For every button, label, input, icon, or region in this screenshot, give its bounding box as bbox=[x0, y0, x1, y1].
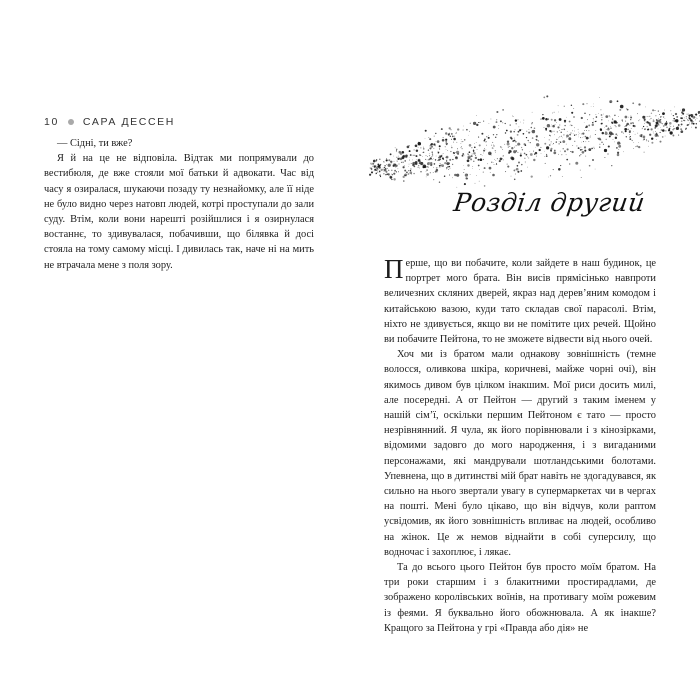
first-paragraph-text: ерше, що ви побачите, коли зайдете в наш будинок, це портрет мого брата. Він висів прямісінько навпроти величезних скляних дверей, якраз над дерев’яним комодом і китайською вазою, куди тато складав свої парасолі. Втім, ніхто не здивується, якщо ви не помітите цих речей. Щойно ви побачите Пейтона, то не зможете відвести від нього очей. bbox=[384, 258, 656, 346]
chapter-title: Розділ другий bbox=[451, 188, 647, 217]
separator-dot-icon bbox=[68, 119, 74, 125]
first-paragraph bbox=[384, 256, 656, 347]
ink-splatter-decoration bbox=[360, 90, 700, 200]
author-name: САРА ДЕССЕН bbox=[82, 116, 175, 128]
paragraph: — Сідні, ти вже? bbox=[57, 138, 133, 149]
paragraph: Та до всього цього Пейтон був просто моїм братом. На три роки старшим і з блакитними простирадлами, де зображено королівських воїнів, на противагу моїм рожевим із феями. Я буквально його обожнювала. А як інакше? Кращого за Пейтона у грі «Правда або дія» не bbox=[384, 562, 656, 634]
paragraph: Хоч ми із братом мали однакову зовнішність (темне волосся, оливкова шкіра, коричневі, майже чорні очі), він якимось дивом був цілком інакшим. Мої риси досить милі, але посередні. А от Пейтон — другий з таким іменем у нашій сім’ї, оскільки першим Пейтоном є тато — просто незрівнянний. Я чула, як його порівнювали і з кінозірками, відомими задовго до мого народження, і з вигаданими персонажами, які мандрували шотландськими болотами. Упевнена, що в дитинстві мій брат навіть не здогадувався, як сильно на нього звертали увагу в супермаркетах чи в чергах на пошті. Мені було цікаво, що він відчув, коли раптом усвідомив, як його зовнішність впливає на людей, особливо на жінок. Це ж немов віднайти в собі суперсилу, що водночас і захоплює, і лякає. bbox=[384, 349, 656, 558]
paragraph: Я й на це не відповіла. Відтак ми попрямували до вестибюля, де вже стояли мої батьки й адвокати. Час від часу я озиралася, шукаючи позаду ту незнайомку, але її ніде не було видно через натовп людей, котрі проступали до зали суду. Втім, коли вони нарешті розійшлися і я озирнулася востаннє, то здивувалася, побачивши, що білявка й досі стояла на тому самому місці. І дивилась так, наче ні на мить не втрачала мене з поля зору. bbox=[44, 153, 314, 271]
running-head bbox=[44, 116, 175, 128]
left-body-text bbox=[44, 136, 314, 273]
page-number: 10 bbox=[44, 116, 59, 128]
drop-cap: П bbox=[384, 254, 404, 284]
right-body-text bbox=[384, 256, 656, 636]
